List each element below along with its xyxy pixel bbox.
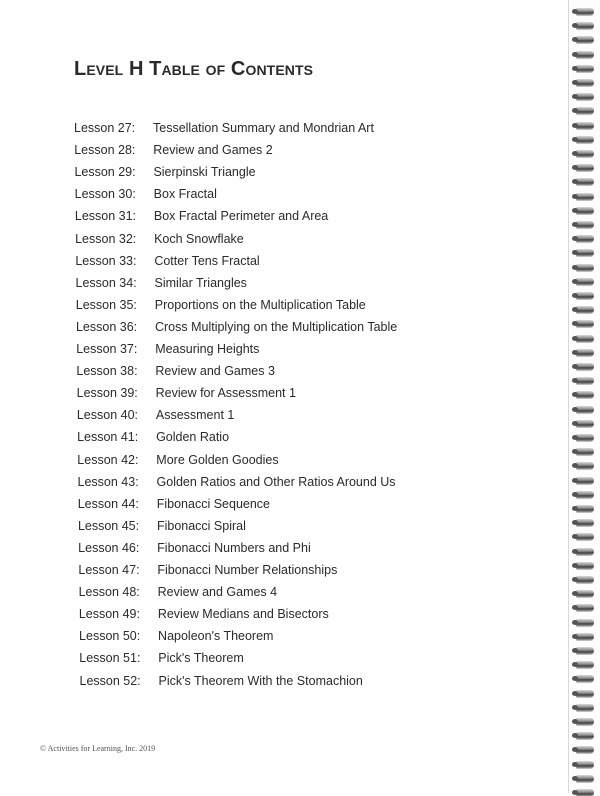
binding-ring-icon xyxy=(576,249,594,256)
lesson-title: Review for Assessment 1 xyxy=(155,386,296,401)
lesson-number: Lesson 39: xyxy=(76,386,138,401)
binding-ring-icon xyxy=(576,732,594,739)
binding-ring-icon xyxy=(576,675,594,682)
binding-ring-icon xyxy=(576,107,594,114)
lesson-title: Fibonacci Numbers and Phi xyxy=(157,540,311,555)
lesson-number: Lesson 33: xyxy=(75,253,137,268)
binding-ring-icon xyxy=(576,93,594,100)
lesson-title: Golden Ratio xyxy=(156,430,230,445)
lesson-title: Review and Games 3 xyxy=(155,364,275,379)
binding-ring-icon xyxy=(576,590,594,597)
lesson-title: Cotter Tens Fractal xyxy=(154,253,260,268)
lesson-number: Lesson 38: xyxy=(76,364,138,379)
binding-ring-icon xyxy=(576,320,594,327)
binding-ring-icon xyxy=(576,519,594,526)
lesson-title: Pick's Theorem xyxy=(158,651,244,666)
binding-ring-icon xyxy=(576,761,594,768)
binding-ring-icon xyxy=(576,647,594,654)
lesson-number: Lesson 36: xyxy=(75,319,138,334)
binding-ring-icon xyxy=(576,548,594,555)
lesson-number: Lesson 34: xyxy=(75,275,137,290)
lesson-number: Lesson 44: xyxy=(77,496,139,511)
binding-ring-icon xyxy=(576,562,594,569)
lesson-title: Assessment 1 xyxy=(155,408,235,423)
lesson-title: Pick's Theorem With the Stomachion xyxy=(158,673,363,688)
binding-ring-icon xyxy=(576,335,594,342)
binding-ring-icon xyxy=(576,193,594,200)
binding-ring-icon xyxy=(576,122,594,129)
lesson-title: Fibonacci Sequence xyxy=(156,496,271,511)
spiral-binding-icon xyxy=(572,0,600,793)
binding-ring-icon xyxy=(576,505,594,512)
binding-ring-icon xyxy=(576,264,594,271)
lesson-number: Lesson 28: xyxy=(74,143,136,158)
binding-ring-icon xyxy=(576,292,594,299)
lesson-title: Fibonacci Spiral xyxy=(156,518,246,533)
binding-ring-icon xyxy=(576,491,594,498)
binding-ring-icon xyxy=(576,51,594,58)
binding-ring-icon xyxy=(576,8,594,15)
lesson-number: Lesson 40: xyxy=(76,408,139,423)
lesson-title: Tessellation Summary and Mondrian Art xyxy=(153,121,374,135)
binding-ring-icon xyxy=(576,448,594,455)
lesson-number: Lesson 48: xyxy=(78,585,140,600)
binding-ring-icon xyxy=(576,690,594,697)
binding-ring-icon xyxy=(576,434,594,441)
lesson-title: Golden Ratios and Other Ratios Around Us xyxy=(156,474,396,489)
lesson-title: Napoleon's Theorem xyxy=(158,629,274,644)
binding-ring-icon xyxy=(576,349,594,356)
binding-ring-icon xyxy=(576,746,594,753)
binding-ring-icon xyxy=(576,164,594,171)
binding-ring-icon xyxy=(576,406,594,413)
lesson-title: Review and Games 2 xyxy=(153,143,273,158)
lesson-number: Lesson 42: xyxy=(77,452,139,467)
lesson-number: Lesson 52: xyxy=(79,673,141,688)
binding-ring-icon xyxy=(576,604,594,611)
lesson-number: Lesson 43: xyxy=(77,474,139,489)
binding-ring-icon xyxy=(576,704,594,711)
lesson-number: Lesson 45: xyxy=(77,518,140,533)
binding-ring-icon xyxy=(576,150,594,157)
binding-ring-icon xyxy=(576,221,594,228)
binding-ring-icon xyxy=(576,775,594,782)
binding-ring-icon xyxy=(576,576,594,583)
binding-ring-icon xyxy=(576,235,594,242)
lesson-title: Proportions on the Multiplication Table xyxy=(154,297,366,312)
binding-ring-icon xyxy=(576,306,594,313)
binding-ring-icon xyxy=(576,363,594,370)
lesson-number: Lesson 35: xyxy=(75,297,137,312)
lesson-title: More Golden Goodies xyxy=(156,452,279,467)
binding-ring-icon xyxy=(576,207,594,214)
lesson-number: Lesson 49: xyxy=(78,607,140,622)
lesson-title: Measuring Heights xyxy=(155,342,260,356)
lesson-title: Koch Snowflake xyxy=(154,231,244,246)
binding-ring-icon xyxy=(576,718,594,725)
lesson-number: Lesson 37: xyxy=(76,342,138,356)
lesson-title: Sierpinski Triangle xyxy=(153,165,256,180)
binding-ring-icon xyxy=(576,36,594,43)
lesson-number: Lesson 31: xyxy=(74,209,137,224)
lesson-number: Lesson 46: xyxy=(78,540,140,555)
binding-ring-icon xyxy=(576,533,594,540)
lesson-number: Lesson 47: xyxy=(78,563,140,577)
lesson-number: Lesson 29: xyxy=(74,165,136,180)
lesson-title: Box Fractal Perimeter and Area xyxy=(153,209,329,224)
binding-ring-icon xyxy=(576,278,594,285)
lesson-number: Lesson 30: xyxy=(74,187,136,202)
binding-ring-icon xyxy=(576,462,594,469)
binding-ring-icon xyxy=(576,391,594,398)
lesson-title: Fibonacci Number Relationships xyxy=(157,563,338,577)
lesson-number: Lesson 32: xyxy=(75,231,137,246)
binding-ring-icon xyxy=(576,22,594,29)
lesson-number: Lesson 51: xyxy=(79,651,141,666)
lesson-title: Cross Multiplying on the Multiplication Table xyxy=(154,319,398,334)
binding-ring-icon xyxy=(576,633,594,640)
lesson-title: Box Fractal xyxy=(153,187,217,202)
binding-ring-icon xyxy=(576,477,594,484)
binding-ring-icon xyxy=(576,136,594,143)
lesson-title: Review Medians and Bisectors xyxy=(157,607,329,622)
binding-ring-icon xyxy=(576,420,594,427)
lesson-number: Lesson 41: xyxy=(77,430,139,445)
lesson-number: Lesson 27: xyxy=(74,121,136,135)
page-title: Level H Table of Contents xyxy=(74,58,314,80)
binding-ring-icon xyxy=(576,619,594,626)
lesson-title: Similar Triangles xyxy=(154,275,247,290)
binding-ring-icon xyxy=(576,65,594,72)
lesson-title: Review and Games 4 xyxy=(157,585,278,600)
binding-ring-icon xyxy=(576,79,594,86)
binding-ring-icon xyxy=(576,178,594,185)
copyright-notice: © Activities for Learning, Inc. 2019 xyxy=(40,744,156,753)
binding-ring-icon xyxy=(576,661,594,668)
binding-ring-icon xyxy=(576,377,594,384)
lesson-number: Lesson 50: xyxy=(79,629,141,644)
